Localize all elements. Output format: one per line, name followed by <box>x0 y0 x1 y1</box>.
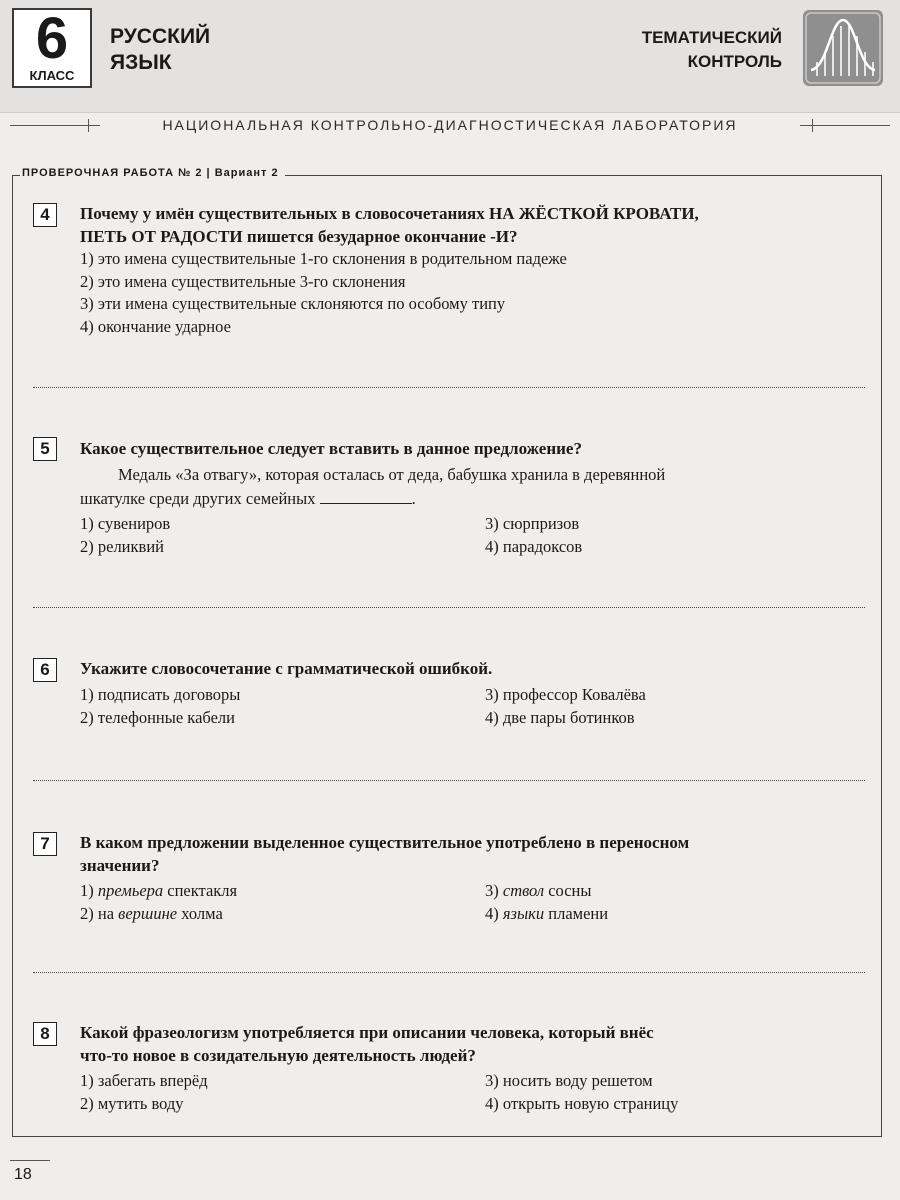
option-rest: спектакля <box>163 881 238 900</box>
answer-option[interactable]: 4) две пары ботинков <box>485 708 635 727</box>
task-question: Какое существительное следует вставить в данное предложение? <box>80 439 582 458</box>
highlighted-noun: вершине <box>118 904 178 923</box>
answer-option[interactable]: 4) открыть новую страницу <box>485 1094 679 1113</box>
answer-option[interactable]: 2) реликвий <box>80 537 164 556</box>
task-question: Укажите словосочетание с грамматической ошибкой. <box>80 659 493 678</box>
answer-option[interactable] <box>485 902 608 925</box>
answer-option[interactable]: 1) забегать вперёд <box>80 1071 208 1090</box>
grade-label: КЛАСС <box>29 68 75 83</box>
lab-divider-tick <box>88 119 89 132</box>
option-prefix: 2) на <box>80 904 119 923</box>
grade-number: 6 <box>35 6 69 71</box>
question-line: что-то новое в созидательную деятельность людей? <box>80 1046 476 1065</box>
option-prefix: 4) <box>485 904 503 923</box>
answer-line[interactable] <box>33 387 865 388</box>
answer-option[interactable]: 2) мутить воду <box>80 1094 184 1113</box>
question-line: В каком предложении выделенное существительное употреблено в переносном <box>80 833 690 852</box>
answer-option[interactable] <box>80 879 237 902</box>
lab-title: НАЦИОНАЛЬНАЯ КОНТРОЛЬНО-ДИАГНОСТИЧЕСКАЯ ЛАБОРАТОРИЯ <box>100 114 800 136</box>
footer-rule <box>10 1160 50 1161</box>
answer-option[interactable]: 4) окончание ударное <box>80 317 231 336</box>
option-prefix: 1) <box>80 881 98 900</box>
sentence-text: шкатулке среди других семейных <box>80 489 316 508</box>
question-line: значении? <box>80 856 160 875</box>
task-number: 4 <box>33 203 57 227</box>
sentence-line: Медаль «За отвагу», которая осталась от деда, бабушка хранила в деревянной <box>118 465 666 484</box>
task-number: 6 <box>33 658 57 682</box>
answer-line[interactable] <box>33 780 865 781</box>
subject-title <box>110 24 330 76</box>
control-line-1: ТЕМАТИЧЕСКИЙ <box>641 28 782 47</box>
answer-option[interactable]: 2) это имена существительные 3-го склонения <box>80 272 406 291</box>
answer-option[interactable]: 3) носить воду решетом <box>485 1071 653 1090</box>
answer-option[interactable]: 3) профессор Ковалёва <box>485 685 646 704</box>
subject-line-2: ЯЗЫК <box>110 51 172 74</box>
variant-title: ПРОВЕРОЧНАЯ РАБОТА № 2 | Вариант 2 <box>22 163 285 183</box>
task-question <box>80 831 864 877</box>
task-question <box>80 202 864 248</box>
page-header <box>0 0 900 113</box>
task-sentence <box>80 463 864 511</box>
grade-box <box>12 8 92 88</box>
blank-gap <box>320 489 412 504</box>
option-rest: сосны <box>544 881 592 900</box>
sentence-line <box>80 487 864 511</box>
option-rest: холма <box>177 904 223 923</box>
task-number: 7 <box>33 832 57 856</box>
answer-option[interactable]: 2) телефонные кабели <box>80 708 235 727</box>
answer-option[interactable]: 1) сувениров <box>80 514 171 533</box>
answer-option[interactable]: 3) сюрпризов <box>485 514 580 533</box>
highlighted-noun: ствол <box>502 881 545 900</box>
answer-option[interactable]: 1) это имена существительные 1-го склонения в родительном падеже <box>80 249 567 268</box>
task-question <box>80 1021 864 1067</box>
highlighted-noun: премьера <box>97 881 164 900</box>
option-prefix: 3) <box>485 881 503 900</box>
sentence-end: . <box>411 489 416 508</box>
page-number: 18 <box>14 1166 32 1183</box>
answer-option[interactable]: 3) эти имена существительные склоняются по особому типу <box>80 294 506 313</box>
answer-option[interactable] <box>80 902 223 925</box>
highlighted-noun: языки <box>502 904 545 923</box>
task-number: 5 <box>33 437 57 461</box>
question-line: Почему у имён существительных в словосочетаниях НА ЖЁСТКОЙ КРОВАТИ, <box>80 204 699 223</box>
lab-divider-tick <box>812 119 813 132</box>
answer-option[interactable] <box>485 879 591 902</box>
bell-curve-logo-icon <box>803 10 883 86</box>
answer-line[interactable] <box>33 607 865 608</box>
answer-line[interactable] <box>33 972 865 973</box>
subject-line-1: РУССКИЙ <box>110 25 211 48</box>
option-rest: пламени <box>544 904 609 923</box>
question-line: ПЕТЬ ОТ РАДОСТИ пишется безударное окончание -И? <box>80 227 518 246</box>
control-title <box>560 26 782 74</box>
answer-option[interactable]: 4) парадоксов <box>485 537 583 556</box>
control-line-2: КОНТРОЛЬ <box>687 52 782 71</box>
task-number: 8 <box>33 1022 57 1046</box>
question-line: Какой фразеологизм употребляется при описании человека, который внёс <box>80 1023 654 1042</box>
answer-option[interactable]: 1) подписать договоры <box>80 685 241 704</box>
